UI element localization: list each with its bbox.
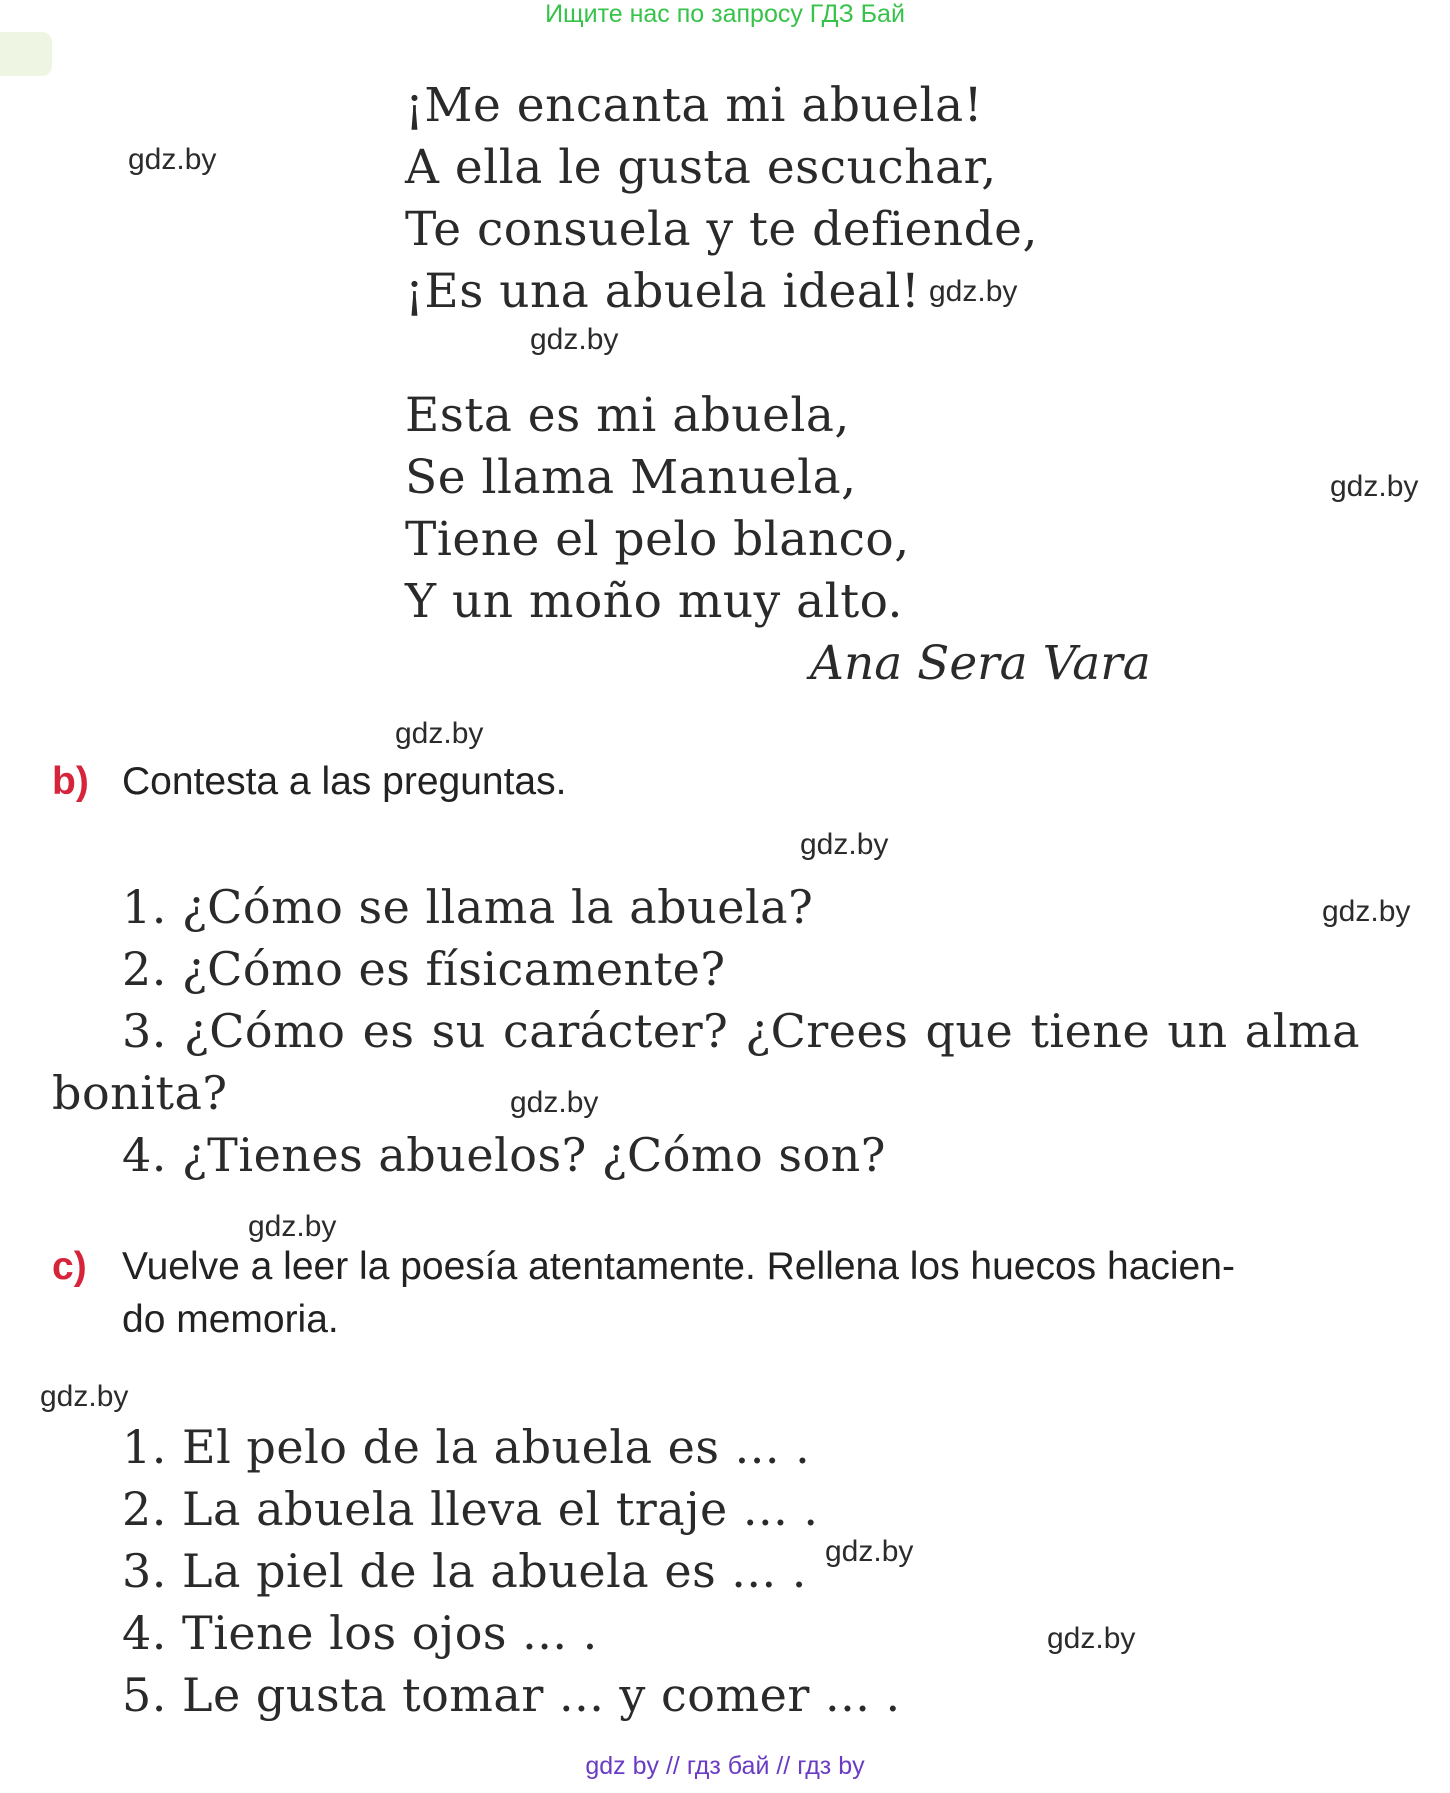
watermark: gdz.by: [530, 323, 619, 356]
watermark: gdz.by: [1322, 895, 1411, 928]
watermark: gdz.by: [128, 143, 217, 176]
question-3: 3. ¿Cómo es su carácter? ¿Crees que tiene un alma: [122, 1004, 1360, 1058]
poem-line-6: Se llama Manuela,: [405, 450, 857, 505]
watermark: gdz.by: [1330, 470, 1419, 503]
question-2: 2. ¿Cómo es físicamente?: [122, 942, 726, 996]
poem-line-4: ¡Es una abuela ideal!: [405, 264, 921, 319]
footer-links[interactable]: gdz by // гдз бай // гдз by: [585, 1752, 865, 1780]
fill-item-2: 2. La abuela lleva el traje ... .: [122, 1482, 819, 1536]
fill-item-1: 1. El pelo de la abuela es ... .: [122, 1420, 811, 1474]
section-c-letter: c): [52, 1245, 87, 1288]
watermark: gdz.by: [40, 1380, 129, 1413]
fill-item-5: 5. Le gusta tomar ... y comer ... .: [122, 1668, 901, 1722]
question-4: 4. ¿Tienes abuelos? ¿Cómo son?: [122, 1128, 886, 1182]
poem-line-3: Te consuela y te defiende,: [405, 202, 1038, 257]
corner-tint: [0, 32, 52, 76]
poem-line-1: ¡Me encanta mi abuela!: [405, 78, 983, 133]
watermark: gdz.by: [248, 1210, 337, 1243]
section-c-instruction-line2: do memoria.: [122, 1298, 339, 1341]
fill-item-3: 3. La piel de la abuela es ... .: [122, 1544, 807, 1598]
poem-line-7: Tiene el pelo blanco,: [405, 512, 910, 567]
watermark: gdz.by: [825, 1535, 914, 1568]
section-b-letter: b): [52, 760, 89, 803]
poem-line-8: Y un moño muy alto.: [405, 574, 903, 629]
fill-item-4: 4. Tiene los ojos ... .: [122, 1606, 598, 1660]
watermark: gdz.by: [1047, 1622, 1136, 1655]
watermark: gdz.by: [800, 828, 889, 861]
watermark: gdz.by: [929, 275, 1018, 308]
question-3-continued: bonita?: [52, 1066, 228, 1120]
top-banner[interactable]: Ищите нас по запросу ГДЗ Бай: [545, 0, 905, 28]
poem-line-5: Esta es mi abuela,: [405, 388, 850, 443]
poem-author: Ana Sera Vara: [810, 636, 1151, 691]
watermark: gdz.by: [395, 717, 484, 750]
question-1: 1. ¿Cómo se llama la abuela?: [122, 880, 814, 934]
section-b-instruction: Contesta a las preguntas.: [122, 760, 567, 803]
watermark: gdz.by: [510, 1086, 599, 1119]
poem-line-2: A ella le gusta escuchar,: [405, 140, 997, 195]
section-c-instruction-line1: Vuelve a leer la poesía atentamente. Rellena los huecos hacien-: [122, 1245, 1235, 1288]
